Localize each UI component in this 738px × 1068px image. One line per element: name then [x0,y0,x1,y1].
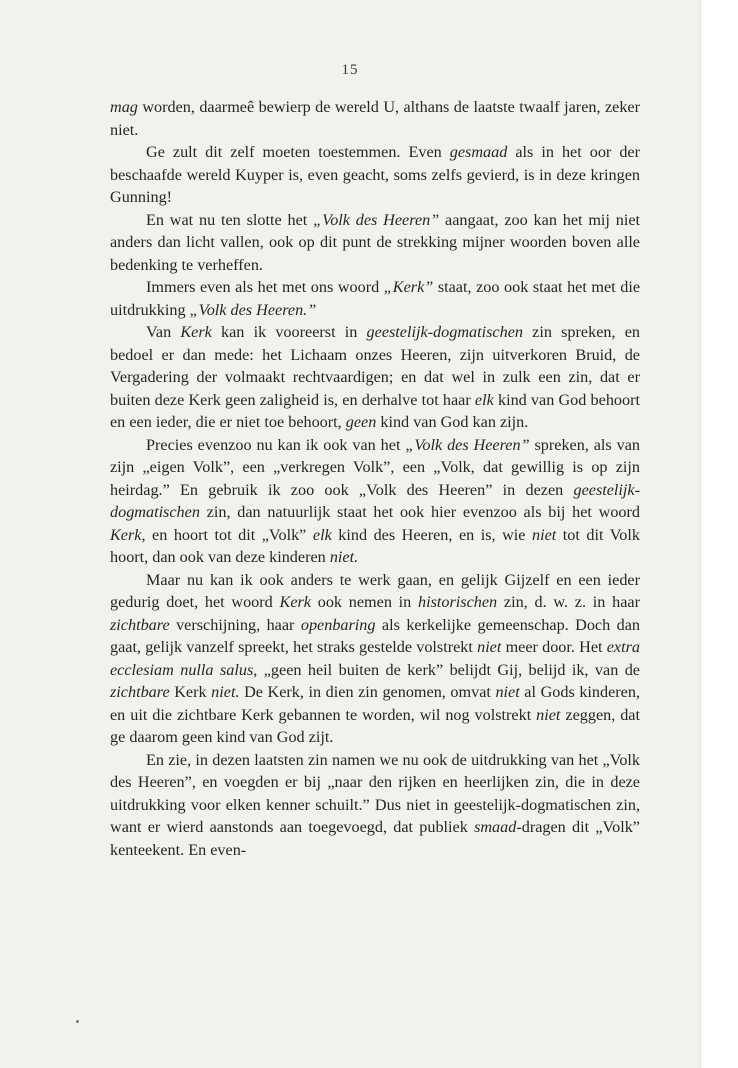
text-run: De Kerk, in dien zin genomen, omvat [239,683,496,701]
paragraph [110,749,640,862]
text-run: kind van God behoort en een ieder, die er niet toe behoort, [110,390,640,431]
italic-text: historischen [418,593,498,611]
italic-text: gesmaad [449,143,508,161]
text-run: -dragen dit „Volk” kenteekent. En even- [110,818,640,859]
text-run: spreken, als van zijn „eigen Volk”, een „verkregen Volk”, een „Volk, dat gewillig is op zijn heirdag.” En gebruik ik zoo ook „Volk des Heeren” in dezen [110,435,640,499]
italic-text: Kerk [110,525,142,544]
text-run: Precies evenzoo nu kan ik ook van het [146,435,406,454]
text-run: als kerkelijke gemeenschap. Doch dan gaat, gelijk vanzelf spreekt, het straks gestelde volstrekt [110,615,641,656]
text-run: En zie, in dezen laatsten zin namen we nu ook de uitdrukking van het „Volk des Heeren”, en voegden er bij „naar den rijken en heerlijken zin, die in deze uitdrukking voor elken kenner schuilt.” Dus niet in geestelijk-dogmatischen zin, want er wierd aanstonds aan toegevoegd, dat publiek [110,750,640,836]
italic-text: elk [312,525,332,544]
text-run: al Gods kinderen, en uit die zichtbare Kerk gebannen te worden, wil nog volstrekt [110,683,640,724]
italic-text: smaad [474,818,517,836]
text-run: zeggen, dat ge daarom geen kind van God zijt. [110,705,640,746]
italic-text: geestelijk-dogmatischen [110,480,640,521]
italic-text: niet [532,525,557,544]
paragraph [110,141,640,209]
text-run: worden, daarmeê bewierp de wereld U, althans de laatste twaalf jaren, zeker niet. [110,98,640,139]
text-run: Kerk [169,683,212,701]
italic-text: niet. [211,683,240,701]
text-run: verschijning, haar [169,615,301,634]
text-run: tot dit Volk hoort, dan ook van deze kinderen [110,525,640,566]
italic-text: extra ecclesiam nulla salus [110,638,640,679]
italic-text: Kerk [279,593,311,611]
text-run: kan ik vooreerst in [211,323,367,341]
text-run: , en hoort tot dit „Volk” [141,525,313,544]
italic-text: niet [495,683,520,701]
page-number: 15 [341,62,359,78]
text-run: aangaat, zoo kan het mij niet anders dan licht vallen, ook op dit punt de strekking mijner woorden boven alle bedenking te verheffen. [110,210,641,274]
paragraph [110,209,640,277]
paragraph [110,434,640,569]
text-run: kind des Heeren, en is, wie [331,525,532,544]
italic-text: zichtbare [110,683,170,701]
italic-text: openbaring [300,615,376,634]
text-run: meer door. Het [501,638,607,656]
italic-text: geestelijk-dogmatischen [366,323,523,341]
paragraph [110,96,640,141]
text-run: Maar nu kan ik ook anders te werk gaan, en gelijk Gijzelf en een ieder gedurig doet, het woord [110,570,640,611]
text-run: Immers even als het met ons woord [146,278,384,296]
italic-text: niet [477,638,502,656]
italic-text: mag [110,98,138,116]
text-run: , „geen heil buiten de kerk” belijdt Gij, belijd ik, van de [253,660,640,679]
italic-text: niet. [329,548,359,566]
italic-text: „Volk des Heeren” [405,435,530,454]
italic-text: „Volk des Heeren” [313,210,440,229]
italic-text: Kerk [180,323,212,341]
text-run: staat, zoo ook staat het met die uitdrukking [110,278,641,319]
ink-speck [76,1020,79,1023]
text-run: als in het oor der beschaafde wereld Kuyper is, even geacht, soms zelfs gevierd, is in deze kringen Gunning! [110,143,640,206]
text-run: ook nemen in [310,593,419,611]
text-run: zin, dan natuurlijk staat het ook hier evenzoo als bij het woord [199,503,640,521]
italic-text: zichtbare [110,615,170,634]
paragraph [110,276,640,321]
italic-text: elk [474,390,494,409]
paragraph [110,569,640,749]
italic-text: geen [345,413,377,431]
text-run: Van [146,323,181,341]
text-run: zin spreken, en bedoel er dan mede: het Lichaam onzes Heeren, zijn uitverkoren Bruid, de Vergadering der volmaakt rechtvaardigen; en dat wel in zulk een zin, dat er buiten deze Kerk geen zaligheid is, en derhalve tot haar [110,323,640,409]
text-run: zin, d. w. z. in haar [497,593,640,611]
italic-text: „Kerk” [383,278,434,296]
text-run: kind van God kan zijn. [376,413,529,431]
text-run: En wat nu ten slotte het [146,210,314,229]
italic-text: „Volk des Heeren.” [189,300,317,319]
italic-text: niet [536,705,561,724]
paragraph [110,321,640,434]
body-text [110,96,640,861]
text-run: Ge zult dit zelf moeten toestemmen. Even [146,143,450,161]
